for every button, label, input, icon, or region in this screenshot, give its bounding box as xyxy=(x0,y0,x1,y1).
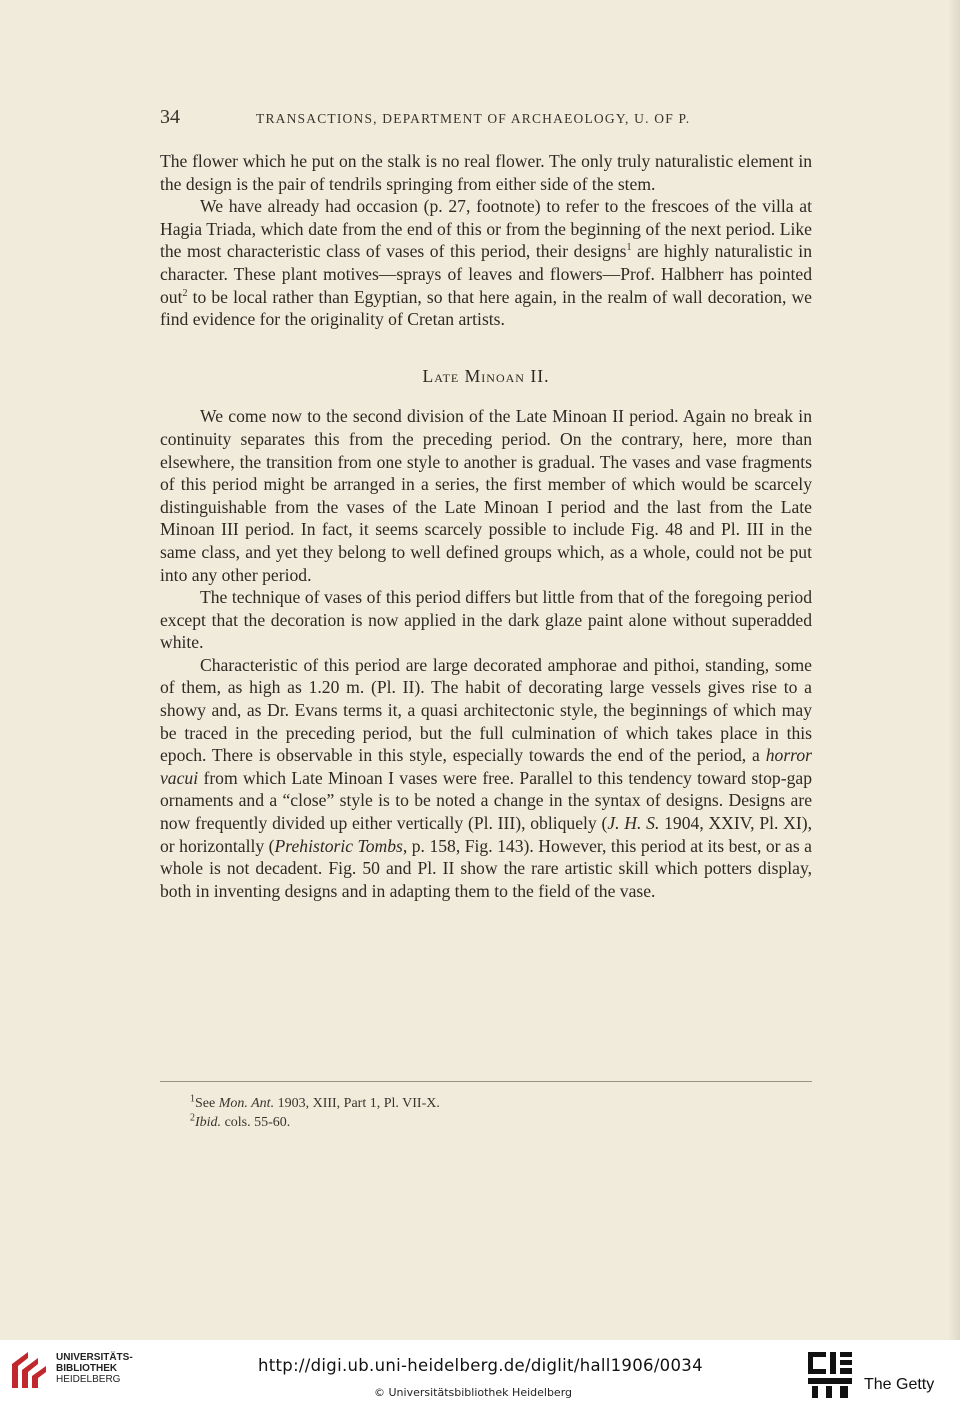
page-number: 34 xyxy=(160,106,180,128)
body-text xyxy=(160,150,812,902)
running-title: TRANSACTIONS, DEPARTMENT OF ARCHAEOLOGY, U. OF P. xyxy=(256,111,691,126)
university-library-logo-icon xyxy=(8,1348,50,1392)
footnote-ref-1: 1 xyxy=(626,242,632,254)
footnotes xyxy=(190,1094,810,1132)
getty-logo-icon xyxy=(806,1350,854,1400)
footnote-ref-2: 2 xyxy=(182,287,188,299)
footnote-rule xyxy=(160,1081,812,1082)
footnote-1: $^1$See Mon. Ant. 1903, XIII, Part 1, Pl. VII-X. xyxy=(190,1093,440,1111)
paragraph-5: Characteristic of this period are large decorated amphorae and pithoi, standing, some of them, as high as 1.20 m. (Pl. II). The habit of decorating large vessels gives rise to a showy and, as Dr. Evans terms it, a quasi architectonic style, the beginnings of which may be traced in the preceding period, but the full culmination of which takes place in this epoch. There is observable in this style, especially towards the end of the period, a horror vacui from which Late Minoan I vases were free. Parallel to this tendency toward stop-gap ornaments and a “close” style is to be noted a change in the syntax of designs. Designs are now frequently divided up either vertically (Pl. III), obliquely (J. H. S. 1904, XXIV, Pl. XI), or horizontally (Prehistoric Tombs, p. 158, Fig. 143). However, this period at its best, or as a whole is not decadent. Fig. 50 and Pl. II show the rare artistic skill which potters display, both in inventing designs and in adapting them to the field of the vase. xyxy=(160,654,812,901)
getty-name: The Getty xyxy=(864,1376,935,1393)
paragraph-3: We come now to the second division of the Late Minoan II period. Again no break in continuity separates this from the preceding period. On the contrary, here, more than elsewhere, the transition from one style to another is gradual. The vases and vase fragments of this period might be arranged in a series, the first member of which would be scarcely distinguishable from the vases of the Late Minoan I period and the last from the Late Minoan III period. In fact, it seems scarcely possible to include Fig. 48 and Pl. III in the same class, and yet they belong to well defined groups which, as a whole, could not be put into any other period. xyxy=(160,406,812,585)
paragraph-1: The flower which he put on the stalk is no real flower. The only truly naturalistic element in the design is the pair of tendrils springing from either side of the stem. xyxy=(160,151,812,194)
paragraph-2: We have already had occasion (p. 27, footnote) to refer to the frescoes of the villa at Hagia Triada, which date from the end of this or from the beginning of the next period. Like the most characteristic class of vases of this period, their designs$^1$ are highly naturalistic in character. These plant motives—sprays of leaves and flowers—Prof. Halbherr has pointed out$^2$ to be local rather than Egyptian, so that here again, in the realm of wall decoration, we find evidence for the originality of Cretan artists. xyxy=(160,196,812,330)
page-edge-shadow xyxy=(948,0,960,1340)
library-name: UNIVERSITÄTS- BIBLIOTHEK HEIDELBERG xyxy=(56,1352,133,1385)
copyright-notice: © Universitätsbibliothek Heidelberg xyxy=(374,1386,573,1399)
footer-bar xyxy=(0,1340,960,1410)
footnote-2: $^2$Ibid. cols. 55-60. xyxy=(190,1112,291,1130)
permalink-url[interactable]: http://digi.ub.uni-heidelberg.de/diglit/hall1906/0034 xyxy=(258,1356,703,1375)
running-head xyxy=(160,106,812,132)
paragraph-4: The technique of vases of this period differs but little from that of the foregoing period except that the decoration is now applied in the dark glaze paint alone without superadded white. xyxy=(160,587,812,653)
section-heading: Late Minoan II. xyxy=(422,365,550,386)
